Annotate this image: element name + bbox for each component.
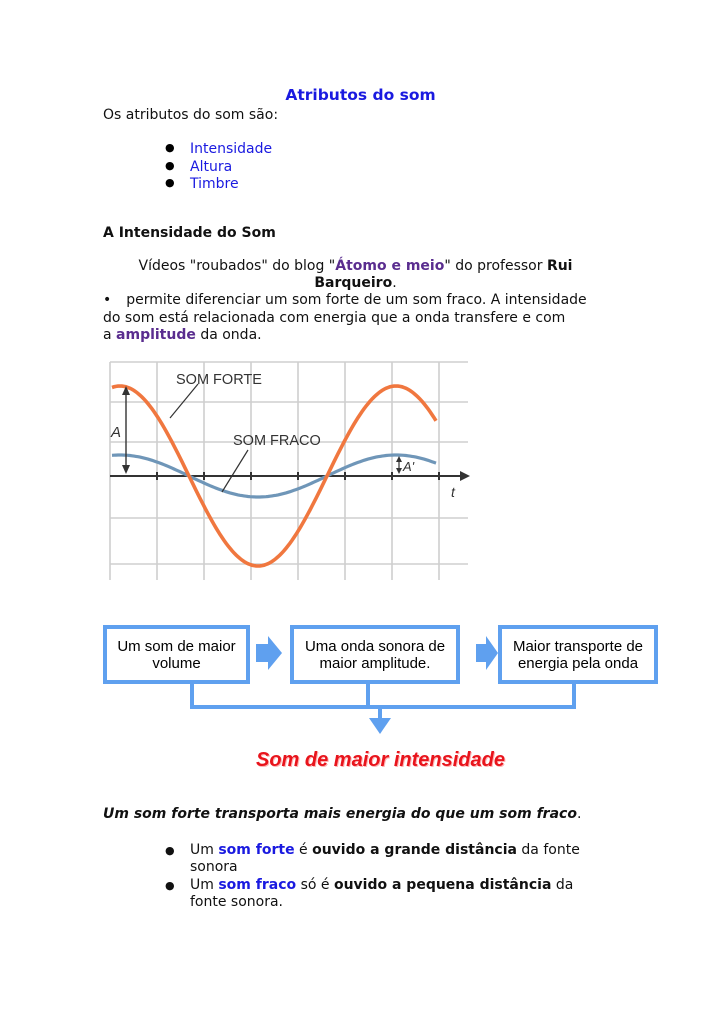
flow-box-text: maior amplitude. — [319, 654, 431, 672]
credit-text: " do professor — [444, 258, 547, 274]
attribute-intensidade[interactable]: Intensidade — [190, 141, 273, 157]
description-text: a — [103, 327, 117, 343]
bullet-icon: ● — [165, 141, 175, 154]
wave-figure — [106, 358, 474, 582]
attribute-altura[interactable]: Altura — [190, 159, 233, 175]
flow-box-text: Um som de maior — [117, 637, 236, 655]
bullet-icon: • — [103, 292, 112, 308]
credit-line-2 — [103, 275, 608, 291]
arrow-right-icon — [476, 636, 498, 670]
bullet-icon: ● — [165, 159, 175, 172]
flow-box-text: Maior transporte de — [512, 637, 644, 655]
author-last-name: Barqueiro — [314, 275, 393, 291]
label-strong: SOM FORTE — [176, 372, 262, 388]
summary-sentence: Um som forte transporta mais energia do que um som fraco — [103, 806, 577, 822]
credit-end: . — [392, 275, 397, 291]
page-title: Atributos do som — [285, 86, 436, 104]
label-amplitude-prime: A' — [403, 459, 415, 474]
fact-text: Um som fraco só é ouvido a pequena distância da fonte sonora. — [190, 877, 574, 910]
description-line-1 — [103, 292, 587, 308]
blog-link[interactable]: Átomo e meio — [335, 258, 445, 274]
connector-lines — [190, 682, 576, 720]
credit-text: Vídeos "roubados" do blog " — [138, 258, 336, 274]
bullet-icon: ● — [165, 176, 175, 189]
description-text: da onda. — [195, 327, 262, 343]
emphasis-text: ouvido a grande distância — [312, 842, 517, 858]
credit-line — [103, 258, 608, 274]
flow-result: Som de maior intensidade — [256, 749, 505, 771]
flow-box-energy — [498, 625, 658, 684]
flow-box-text: Uma onda sonora de — [304, 637, 446, 655]
bullet-icon: ● — [165, 844, 175, 857]
author-first-name: Rui — [546, 258, 573, 274]
section-heading: A Intensidade do Som — [103, 225, 276, 241]
description-text: permite diferenciar um som forte de um som fraco. A intensidade — [126, 292, 587, 308]
fact-text: Um som forte é ouvido a grande distância da fonte sonora — [190, 842, 580, 875]
attribute-timbre[interactable]: Timbre — [190, 176, 239, 192]
flow-box-text: volume — [152, 654, 201, 672]
flow-box-amplitude — [290, 625, 460, 684]
amplitude-link[interactable]: amplitude — [116, 327, 196, 343]
strong-sound-term: som forte — [218, 842, 295, 858]
emphasis-text: ouvido a pequena distância — [333, 877, 552, 893]
summary-line — [103, 806, 581, 822]
bullet-icon: ● — [165, 879, 175, 892]
summary-period: . — [576, 806, 582, 822]
label-time: t — [451, 484, 455, 500]
weak-sound-term: som fraco — [218, 877, 297, 893]
label-amplitude: A — [111, 424, 122, 441]
description-line-3 — [103, 327, 262, 343]
flow-box-text: energia pela onda — [517, 654, 639, 672]
description-line-2: do som está relacionada com energia que a onda transfere e com — [103, 310, 566, 326]
arrow-down-icon — [369, 718, 391, 734]
intro-text: Os atributos do som são: — [103, 107, 279, 123]
arrow-right-icon — [256, 636, 282, 670]
label-weak: SOM FRACO — [233, 433, 321, 449]
figure-background — [106, 358, 474, 582]
flow-box-volume — [103, 625, 250, 684]
